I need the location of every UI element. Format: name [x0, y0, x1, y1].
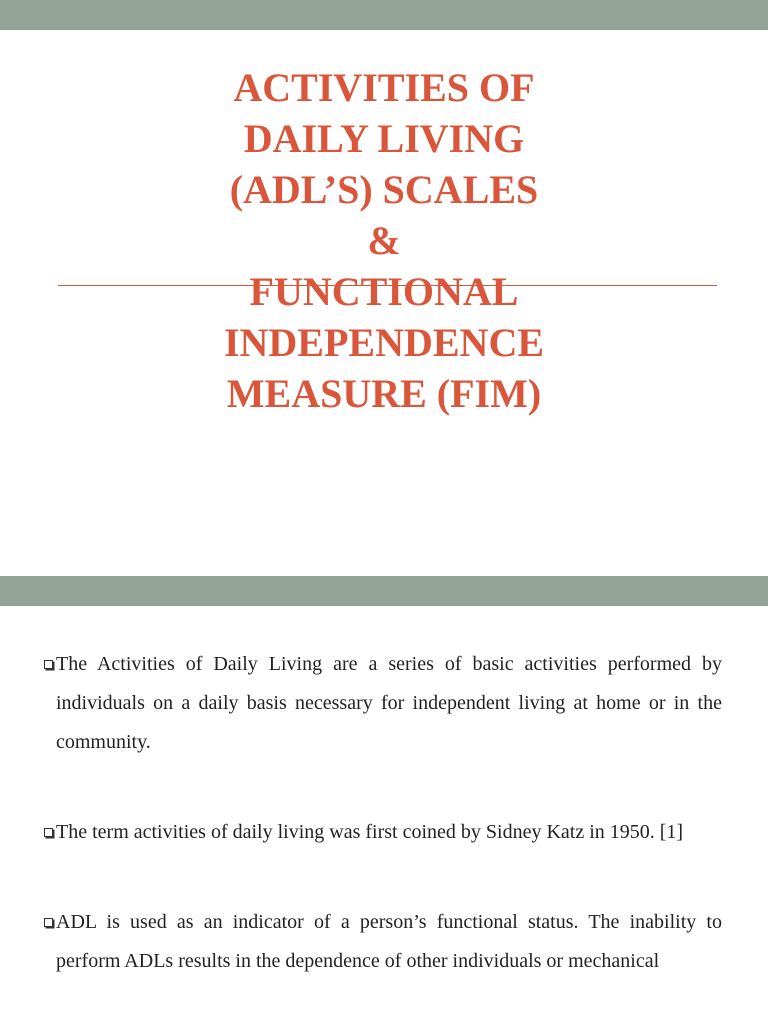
- square-bullet-icon: [44, 828, 53, 837]
- bullet-text-1: The Activities of Daily Living are a series of basic activities performed by individuals on a daily basis necessary for independent living at home or in the community.: [56, 653, 722, 753]
- slide-title: [0, 62, 768, 419]
- square-bullet-icon: [44, 660, 53, 669]
- bullet-item-3: [44, 903, 722, 981]
- title-line-5: FUNCTIONAL: [249, 269, 519, 314]
- bullet-item-1: [44, 645, 722, 762]
- title-line-7: MEASURE (FIM): [226, 371, 542, 416]
- top-header-band: [0, 0, 768, 30]
- bullet-item-2: [44, 813, 722, 852]
- bullet-text-3: ADL is used as an indicator of a person’s functional status. The inability to perform ADLs results in the dependence of other individuals or mechanical: [56, 911, 722, 972]
- title-divider-line: [58, 285, 717, 286]
- title-line-3: (ADL’S) SCALES: [229, 167, 539, 212]
- bullet-text-2: The term activities of daily living was first coined by Sidney Katz in 1950. [1]: [56, 821, 684, 843]
- slide-separator-band: [0, 576, 768, 606]
- bullet-list: [44, 645, 722, 1024]
- square-bullet-icon: [44, 918, 53, 927]
- title-line-4: &: [367, 218, 401, 263]
- title-line-6: INDEPENDENCE: [223, 320, 545, 365]
- title-line-1: ACTIVITIES OF: [233, 65, 535, 110]
- title-line-2: DAILY LIVING: [243, 116, 525, 161]
